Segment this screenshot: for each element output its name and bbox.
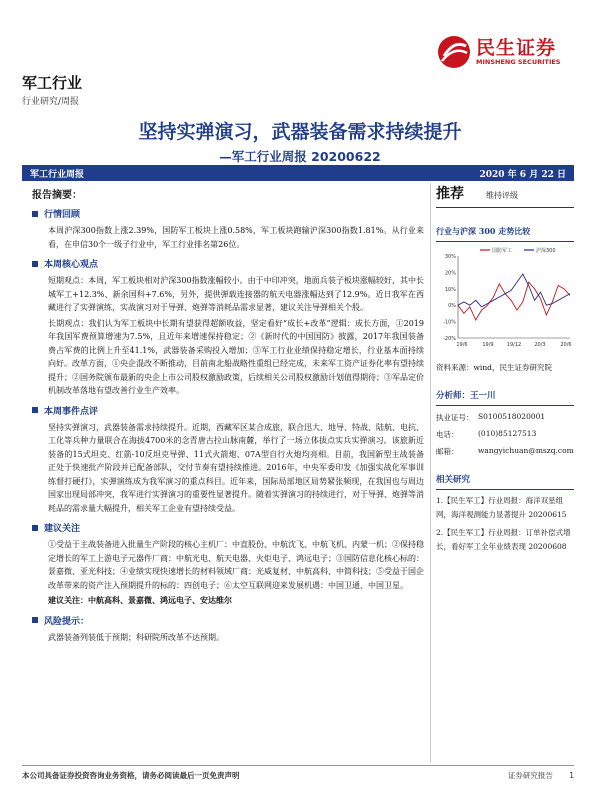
section-heading-market-review: 行情回顾 [28,207,424,220]
legend-label: 沪深300 [536,248,556,254]
rating-box [436,183,574,208]
chart-title: 行业与沪深 300 走势比较 [436,226,574,242]
y-tick-label: -10% [443,319,456,326]
summary-column [28,183,424,644]
x-tick-label: 20/6 [560,342,572,348]
y-tick-label: 20% [444,270,456,277]
square-bullet-icon [32,261,38,267]
related-item[interactable]: 2.【民生军工】行业周报：订单补偿式增长，看好军工全年业绩表现 20200608 [436,528,571,551]
market-review-text: 本周沪深300指数上涨2.39%，国防军工板块上涨0.58%，军工板块跑输沪深300指数1.81%。从行业来看，在申信30个一级子行业中，军工行业排名第26位。 [48,226,424,249]
report-banner [22,165,574,181]
industry-label: 军工行业 [22,74,83,92]
chart-source: 资料来源：wind，民生证券研究院 [436,363,552,372]
footer-right [508,770,574,781]
legend-label: 国防军工 [492,248,513,254]
report-subtitle: —军工行业周报 20200622 [219,149,381,164]
sidebar-column [436,183,574,554]
analyst-info-row: 执业证号： S0100518020001 [436,412,546,422]
event-review-text: 坚持实弹演习，武器装备需求持续提升。近期，西藏军区某合成旅，联合迅大、地导、特战、陆航、电抗、工化等兵种力量联合在海拔4700米的念青唐古拉山脉南麓，举行了一场立体拔点实兵实弹演习。该旅新近装备的15式坦克、红箭-10反坦克导弹、11式火箭炮、07A型自行火炮均亮相。目前，我国新型主战装备正处于快速批产阶段并已配备部队，交付节奏有望持续推进。2016年，中央军委印发《加强实战化军事训练督打硬打》，实弹演练成为我军演习的重点科目。近年来，国际局部地区局势紧张频现，在我国也与周边国家出现局部冲突，我军进行实弹演习的重要性显著提升。随着实弹演习的持续进行，对于导弹、炮弹等消耗品的需求量大幅提升，相关军工企业有望持续受益。 [48,422,424,513]
banner-label: 军工行业周报 [30,169,85,180]
y-tick-label: -20% [443,336,456,342]
section-heading-risk: 风险提示： [28,614,424,627]
series-line-hs300 [458,274,570,307]
footer-divider [22,765,574,766]
x-tick-label: 19/12 [506,342,522,348]
related-heading: 相关研究 [436,473,574,490]
analyst-info-row: 电话： (010)85127513 [436,429,537,439]
brand-logo [436,34,576,70]
y-tick-label: 30% [444,254,456,260]
recommend-text: ①受益于主战装备进入批量生产阶段的核心主机厂：中直股份、中航沈飞、中航飞机、内蒙一机；②保持稳定增长的军工上游电子元器件厂商：中航光电、航天电器、火炬电子、鸿远电子；③国防信息化核心标的：景嘉微、亚光科技；④业绩实现快速增长的材料领域厂商：光威复材、中航高科、中简科技；⑤受益于国企改革带来的资产注入预期提升的标的：四创电子；⑥太空互联网迎来发展机遇：中国卫通、中国卫星。 [48,540,424,590]
y-tick-label: 0% [448,303,456,310]
report-type-label: 行业研究/周报 [22,97,80,107]
x-tick-label: 19/9 [482,342,494,348]
footer-disclaimer: 本公司具备证券投资咨询业务资格，请务必阅读最后一页免责声明 [22,771,240,780]
trend-chart [436,244,574,352]
rating-value: 维持评级 [486,191,518,200]
report-title: 坚持实弹演习，武器装备需求持续提升 [138,121,462,143]
page-number: 1 [569,771,574,780]
x-tick-label: 19/6 [456,342,468,348]
brand-name-en: MINSHENG SECURITIES [476,57,561,66]
section-heading-event-review: 本周事件点评 [28,404,424,417]
rating-label: 推荐 [436,186,464,202]
brand-name-cn: 民生证券 [476,36,557,59]
column-divider [430,183,431,763]
square-bullet-icon [32,617,38,623]
square-bullet-icon [32,211,38,217]
long-term-view-text: 长期观点：我们认为军工板块中长期有望获得超额收益，坚定看好“成长+改革”逻辑：成长方面，①2019年我国军费预算增速为7.5%，且近年来增速保持稳定；②《新时代的中国国防》披露，2017年我国装备费占军费的比例上升至41.1%，武器装备采购投入增加；③军工行业业绩保持稳定增长，行业基本面持续向好。改革方面，①央企混改不断推动，目前南北船战略性重组已经完成，未来军工资产证券化率有望持续提升；②国务院颁布最新的央企上市公司股权激励政策，后续相关公司股权激励计划值得期待；③军品定价机制改革落地有望改善行业生产效率。 [48,318,424,395]
analyst-info-row: 邮箱： wangyichuan@mszq.com [436,446,574,456]
related-item[interactable]: 1.【民生军工】行业周报：海洋双星组网，海洋观测能力显著提升 20200615 [436,496,567,519]
y-tick-label: 10% [444,286,456,293]
banner-date: 2020 年 6 月 22 日 [479,169,566,180]
footer-label: 证券研究报告 [507,771,553,780]
x-tick-label: 20/3 [534,342,546,348]
section-heading-recommend: 建议关注 [28,521,424,534]
analyst-heading: 分析师：王一川 [436,389,574,406]
section-heading-core-view: 本周核心观点 [28,257,424,270]
square-bullet-icon [32,525,38,531]
minsheng-logo-icon [436,34,472,70]
short-term-view-text: 短期观点：本周，军工板块相对沪深300指数涨幅较小。由于中印冲突，地面兵装子板块涨幅较好，其中长城军工+12.3%、新余国科+7.6%，另外，提供弹载连接器的航天电器涨幅达到了12.9%。近日我军在西藏进行了实弹演练，实战演习对于导弹、炮弹等消耗品需求显著，建议关注导弹相关个股。 [48,276,424,312]
summary-heading: 报告摘要： [32,190,82,201]
risk-text: 武器装备列装低于预期；科研院所改革不达预期。 [48,632,224,642]
square-bullet-icon [32,407,38,413]
recommend-stocks-text: 建议关注：中航高科、景嘉微、鸿远电子、安达维尔 [48,595,232,605]
